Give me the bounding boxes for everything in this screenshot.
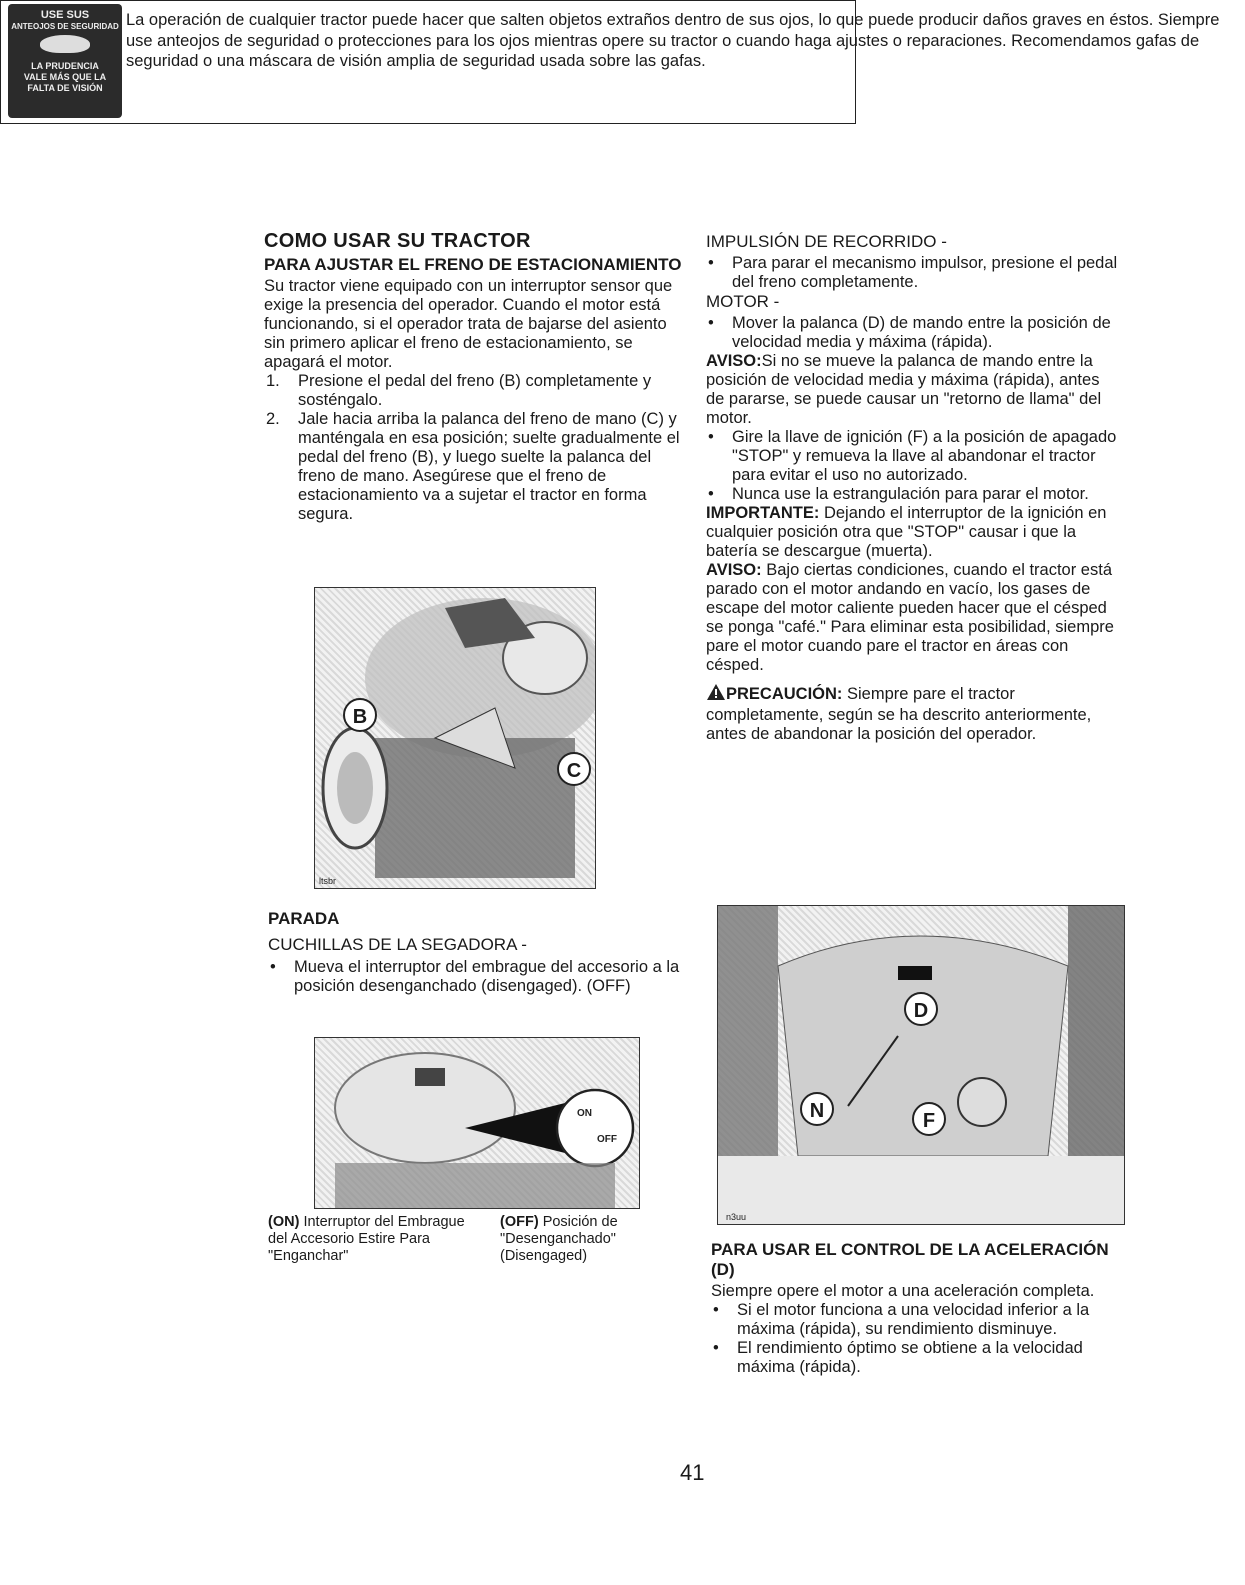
throttle-heading: PARA USAR EL CONTROL DE LA ACELERACIÓN (D) [711,1240,1109,1279]
figure-code: n3uu [726,1212,747,1222]
callout-n: N [800,1092,834,1126]
parking-brake-figure [314,587,596,889]
drive-bullet: • Para parar el mecanismo impulsor, presione el pedal del freno completamente. [706,254,1122,292]
callout-d: D [904,992,938,1026]
drive-heading: IMPULSIÓN DE RECORRIDO - [706,232,947,251]
stopping-heading: PARADA [268,909,340,928]
step-1: 1. Presione el pedal del freno (B) completamente y sosténgalo. [266,372,652,409]
throttle-text: Siempre opere el motor a una aceleración completa. [711,1282,1095,1300]
figure-code: ltsbr [319,876,337,886]
tractor-illustration [315,588,596,889]
dashboard-illustration [718,906,1125,1225]
aviso-2: AVISO: Bajo ciertas condiciones, cuando el tractor está parado con el motor andando en vacío, los gases de escape del motor caliente pueden hacer que el césped se ponga "café." Para eliminar esta posibilidad, siempre pare el motor cuando pare el tractor en áreas con césped. [706,561,1114,674]
parking-brake-heading: PARA AJUSTAR EL FRENO DE ESTACIONAMIENTO [264,255,682,274]
caption-off: (OFF) Posición de "Desenganchado" (Disengaged) [500,1214,618,1264]
blades-bullet: • Mueva el interruptor del embrague del accesorio a la posición desenganchado (disengaged). (OFF) [268,958,688,996]
safety-glasses-icon: USE SUS ANTEOJOS DE SEGURIDAD LA PRUDENCIA VALE MÁS QUE LA FALTA DE VISIÓN [8,4,122,118]
importante-note: IMPORTANTE: Dejando el interruptor de la ignición en cualquier posición otra que "STOP" causar i que la batería se descargue (muerta). [706,504,1107,560]
warning-text: La operación de cualquier tractor puede hacer que salten objetos extraños dentro de sus ojos, lo que puede producir daños graves en éstos. Siempre use anteojos de seguridad o protecciones para los ojos mientras opere su tractor o cuando haga ajustes o reparaciones. Recomendamos gafas de seguridad o una máscara de visión amplia de seguridad usada sobre las gafas. [126,11,1220,70]
stopping-section [268,909,688,996]
step-2: 2. Jale hacia arriba la palanca del freno de mano (C) y manténgala en esa posición; suelte gradualmente el pedal del freno (B), y luego suelte la palanca del freno de mano. Asegúrese que el freno de estacionamiento va a sujetar el tractor en forma segura. [266,410,680,523]
left-column-text [264,232,682,524]
callout-b: B [343,698,377,732]
choke-bullet: • Nunca use la estrangulación para parar el motor. [706,485,1122,504]
throttle-bullet-2: • El rendimiento óptimo se obtiene a la velocidad máxima (rápida). [711,1339,1123,1377]
motor-bullet: • Mover la palanca (D) de mando entre la posición de velocidad media y máxima (rápida). [706,314,1122,352]
clutch-illustration [315,1038,640,1209]
parking-brake-intro: Su tractor viene equipado con un interruptor sensor que exige la presencia del operador. Cuando el motor está funcionando, si el operador trata de bajarse del asiento sin primero aplicar el freno de estacionamiento, se apagará el motor. [264,277,673,371]
caption-on: (ON) Interruptor del Embrague del Accesorio Estire Para "Enganchar" [268,1214,465,1264]
throttle-ignition-figure [717,905,1125,1225]
warning-triangle-icon [706,683,726,706]
symbol-on: ON [577,1108,592,1119]
callout-f: F [912,1102,946,1136]
clutch-switch-figure [314,1037,640,1209]
aviso-1: AVISO:Si no se mueve la palanca de mando entre la posición de velocidad media y máxima (rápida), antes de pararse, se puede causar un "retorno de llama" del motor. [706,352,1102,427]
page-number: 41 [680,1460,705,1485]
callout-c: C [557,752,591,786]
safety-warning-box [0,0,1220,124]
right-column-text [706,232,1122,744]
throttle-section [711,1240,1123,1377]
symbol-off: OFF [597,1134,617,1145]
key-bullet: • Gire la llave de ignición (F) a la posición de apagado "STOP" y remueva la llave al abandonar el tractor para evitar el uso no autorizado. [706,428,1122,485]
precaucion-note: PRECAUCIÓN: Siempre pare el tractor completamente, según se ha descrito anteriormente, antes de abandonar la posición del operador. [706,685,1092,743]
blades-heading: CUCHILLAS DE LA SEGADORA - [268,935,527,954]
section-title: COMO USAR SU TRACTOR [264,230,531,252]
throttle-bullet-1: • Si el motor funciona a una velocidad inferior a la máxima (rápida), su rendimiento disminuye. [711,1301,1123,1339]
motor-heading: MOTOR - [706,292,780,311]
